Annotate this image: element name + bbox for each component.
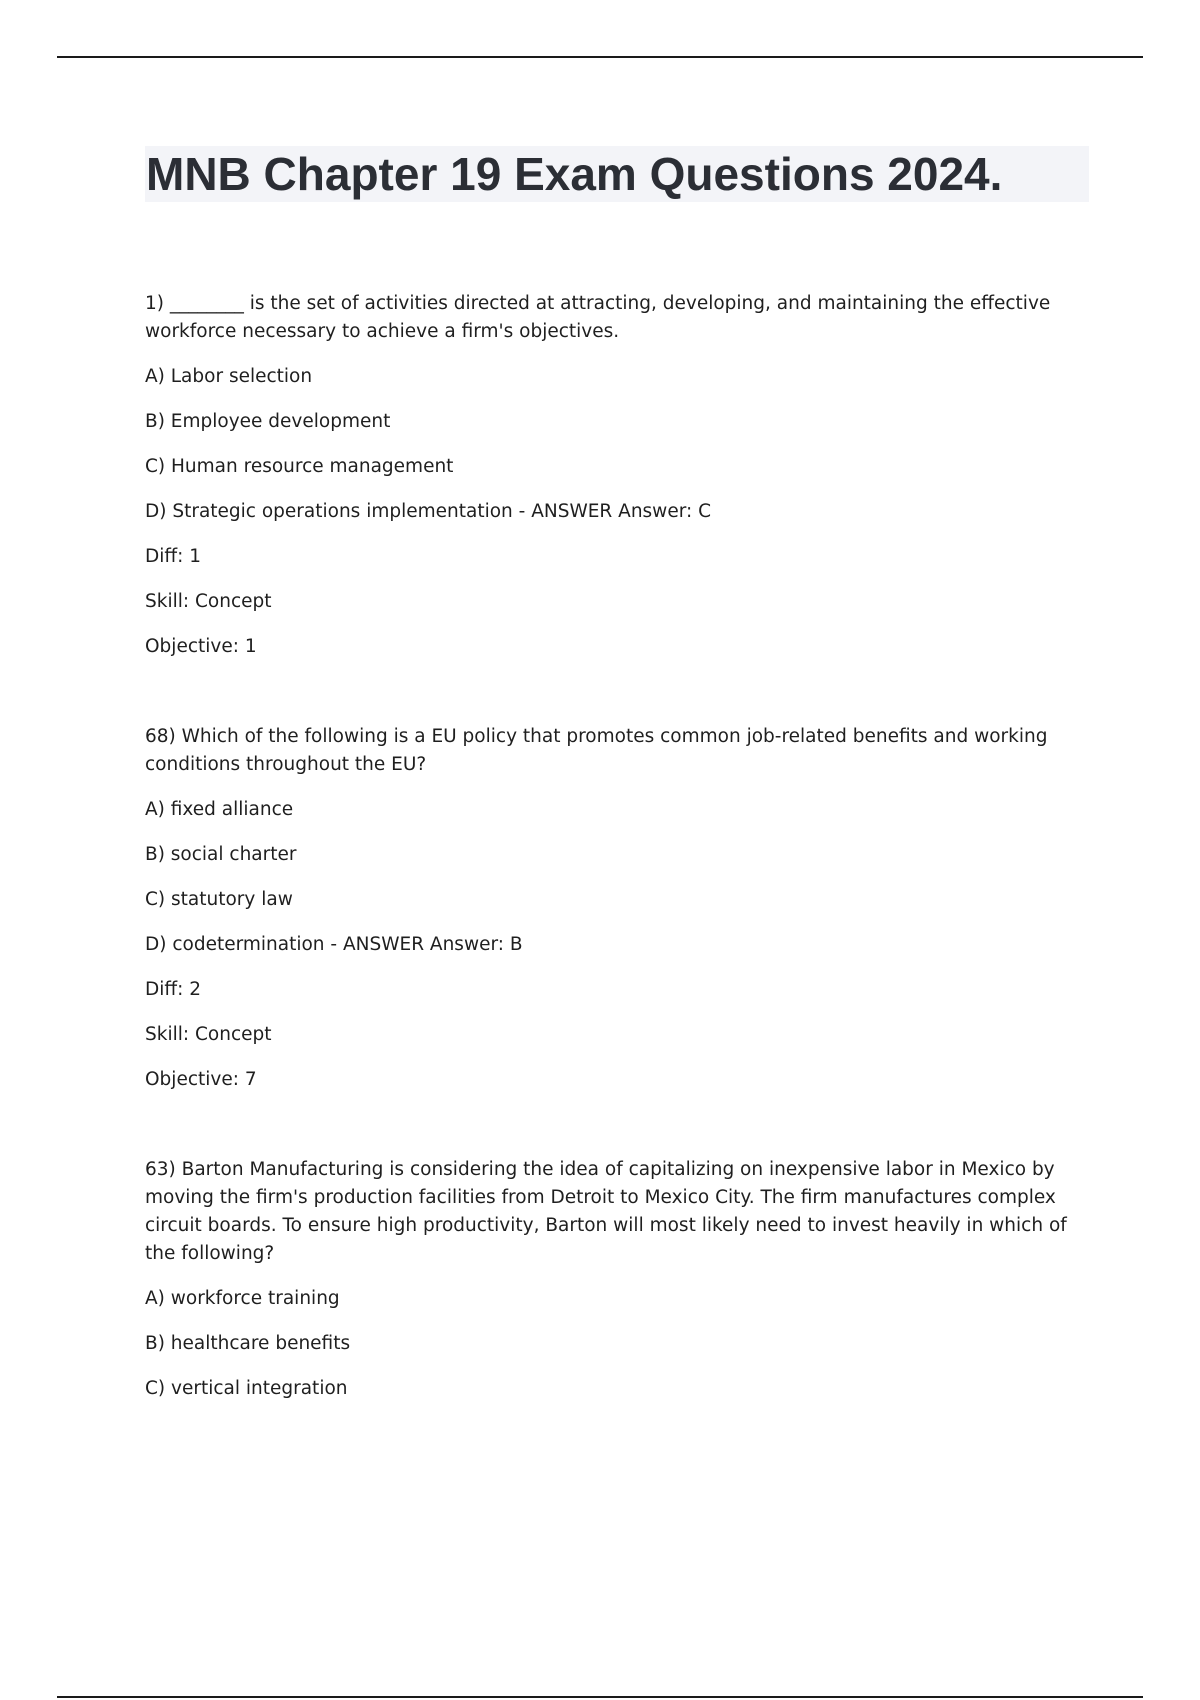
bottom-rule xyxy=(57,1696,1143,1698)
difficulty: Diff: 1 xyxy=(145,546,202,567)
option-a: A) fixed alliance xyxy=(145,799,294,820)
option-a: A) workforce training xyxy=(145,1288,340,1309)
question-63 xyxy=(145,1156,1085,1403)
question-1 xyxy=(145,290,1085,661)
option-d-answer: D) Strategic operations implementation - ANSWER Answer: C xyxy=(145,501,712,522)
question-prompt: 1) ________ is the set of activities directed at attracting, developing, and maintaining the effective workforce necessary to achieve a firm's objectives. xyxy=(145,293,1051,342)
skill: Skill: Concept xyxy=(145,591,272,612)
top-rule xyxy=(57,56,1143,58)
objective: Objective: 7 xyxy=(145,1069,257,1090)
document-title: MNB Chapter 19 Exam Questions 2024. xyxy=(146,148,1003,200)
question-prompt: 68) Which of the following is a EU policy that promotes common job-related benefits and working conditions throughout the EU? xyxy=(145,726,1048,775)
objective: Objective: 1 xyxy=(145,636,257,657)
question-68 xyxy=(145,723,1085,1094)
option-c: C) vertical integration xyxy=(145,1378,348,1399)
option-b: B) healthcare benefits xyxy=(145,1333,351,1354)
document-body xyxy=(145,290,1085,1420)
option-a: A) Labor selection xyxy=(145,366,313,387)
skill: Skill: Concept xyxy=(145,1024,272,1045)
option-c: C) statutory law xyxy=(145,889,293,910)
option-b: B) Employee development xyxy=(145,411,391,432)
difficulty: Diff: 2 xyxy=(145,979,202,1000)
option-b: B) social charter xyxy=(145,844,297,865)
question-prompt: 63) Barton Manufacturing is considering the idea of capitalizing on inexpensive labor in Mexico by moving the firm's production facilities from Detroit to Mexico City. The firm manufactures complex circuit boards. To ensure high productivity, Barton will most likely need to invest heavily in which of the following? xyxy=(145,1159,1067,1264)
option-d-answer: D) codetermination - ANSWER Answer: B xyxy=(145,934,523,955)
option-c: C) Human resource management xyxy=(145,456,454,477)
